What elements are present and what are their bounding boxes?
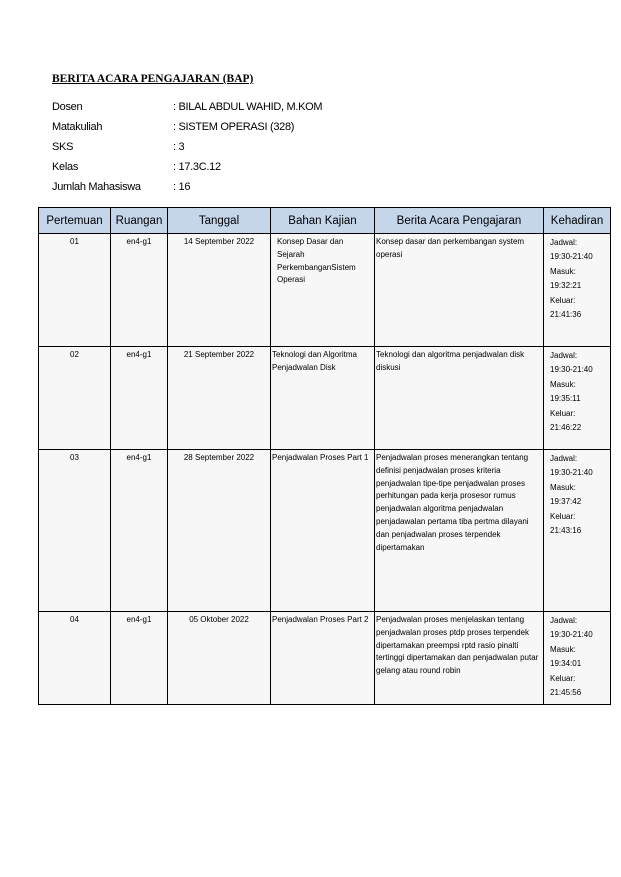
cell-pertemuan: 01 xyxy=(39,234,111,347)
table-row xyxy=(39,450,611,612)
cell-tanggal: 28 September 2022 xyxy=(168,450,271,612)
cell-bahan-kajian: Konsep Dasar dan Sejarah PerkembanganSistem Operasi xyxy=(271,234,375,347)
cell-pertemuan: 04 xyxy=(39,612,111,705)
keluar-label: Keluar: xyxy=(550,408,576,418)
column-header-tanggal: Tanggal xyxy=(168,208,271,234)
column-header-ruangan: Ruangan xyxy=(111,208,168,234)
meta-label: Dosen xyxy=(52,101,83,113)
cell-kehadiran xyxy=(544,347,611,450)
document-title: BERITA ACARA PENGAJARAN (BAP) xyxy=(52,73,254,85)
cell-berita-acara: Penjadwalan proses menjelaskan tentang penjadwalan proses ptdp proses terpendek dipertamakan preempsi rptd rasio pinalti tertinggi dipertamakan dan penjadwalan putar gelang atau round robin xyxy=(375,612,544,705)
jadwal-value: 19:30-21:40 xyxy=(550,468,593,478)
jadwal-value: 19:30-21:40 xyxy=(550,365,593,375)
jadwal-label: Jadwal: xyxy=(550,616,578,625)
jadwal-label: Jadwal: xyxy=(550,454,578,463)
cell-ruangan: en4-g1 xyxy=(111,234,168,347)
masuk-label: Masuk: xyxy=(550,482,576,492)
cell-kehadiran xyxy=(544,450,611,612)
table-row xyxy=(39,612,611,705)
column-header-pertemuan: Pertemuan xyxy=(39,208,111,234)
cell-berita-acara: Teknologi dan algoritma penjadwalan disk diskusi xyxy=(375,347,544,450)
cell-bahan-kajian: Teknologi dan Algoritma Penjadwalan Disk xyxy=(271,347,375,450)
jadwal-value: 19:30-21:40 xyxy=(550,630,593,640)
cell-berita-acara: Konsep dasar dan perkembangan system operasi xyxy=(375,234,544,347)
meta-label: Matakuliah xyxy=(52,121,103,133)
cell-kehadiran xyxy=(544,234,611,347)
keluar-label: Keluar: xyxy=(550,511,576,521)
meta-label: SKS xyxy=(52,141,74,153)
meta-value: : SISTEM OPERASI (328) xyxy=(173,121,295,133)
jadwal-value: 19:30-21:40 xyxy=(550,252,593,262)
masuk-value: 19:35:11 xyxy=(550,394,581,404)
cell-pertemuan: 03 xyxy=(39,450,111,612)
masuk-label: Masuk: xyxy=(550,379,576,389)
column-header-bahan-kajian: Bahan Kajian xyxy=(271,208,375,234)
meta-label: Jumlah Mahasiswa xyxy=(52,181,141,193)
meta-label: Kelas xyxy=(52,161,79,173)
column-header-berita-acara: Berita Acara Pengajaran xyxy=(375,208,544,234)
masuk-value: 19:37:42 xyxy=(550,497,582,507)
keluar-value: 21:43:16 xyxy=(550,526,582,536)
masuk-label: Masuk: xyxy=(550,644,576,654)
table-row xyxy=(39,347,611,450)
masuk-value: 19:34:01 xyxy=(550,659,582,669)
keluar-value: 21:45:56 xyxy=(550,688,582,698)
table-header-row xyxy=(39,208,611,234)
cell-tanggal: 21 September 2022 xyxy=(168,347,271,450)
jadwal-label: Jadwal: xyxy=(550,351,578,360)
meta-value: : 16 xyxy=(173,181,191,193)
cell-tanggal: 05 Oktober 2022 xyxy=(168,612,271,705)
cell-kehadiran xyxy=(544,612,611,705)
cell-ruangan: en4-g1 xyxy=(111,347,168,450)
masuk-label: Masuk: xyxy=(550,266,576,276)
keluar-label: Keluar: xyxy=(550,295,576,305)
cell-bahan-kajian: Penjadwalan Proses Part 2 xyxy=(271,612,375,705)
bap-table xyxy=(38,207,611,705)
table-row xyxy=(39,234,611,347)
cell-ruangan: en4-g1 xyxy=(111,612,168,705)
keluar-label: Keluar: xyxy=(550,673,576,683)
meta-value: : BILAL ABDUL WAHID, M.KOM xyxy=(173,101,323,113)
meta-value: : 17.3C.12 xyxy=(173,161,221,173)
cell-berita-acara: Penjadwalan proses menerangkan tentang definisi penjadwalan proses kriteria penjadwalan tipe-tipe penjadwalan proses perhitungan pada kerja prosesor rumus penjadwalan algoritma penjadwalan penjadawalan pertama tiba pertma dilayani dan penjadwalan proses terpendek dipertamakan xyxy=(375,450,544,612)
cell-bahan-kajian: Penjadwalan Proses Part 1 xyxy=(271,450,375,612)
masuk-value: 19:32:21 xyxy=(550,281,582,291)
jadwal-label: Jadwal: xyxy=(550,238,578,247)
meta-value: : 3 xyxy=(173,141,185,153)
keluar-value: 21:41:36 xyxy=(550,310,582,320)
keluar-value: 21:46:22 xyxy=(550,423,582,433)
cell-tanggal: 14 September 2022 xyxy=(168,234,271,347)
cell-ruangan: en4-g1 xyxy=(111,450,168,612)
cell-pertemuan: 02 xyxy=(39,347,111,450)
column-header-kehadiran: Kehadiran xyxy=(544,208,611,234)
